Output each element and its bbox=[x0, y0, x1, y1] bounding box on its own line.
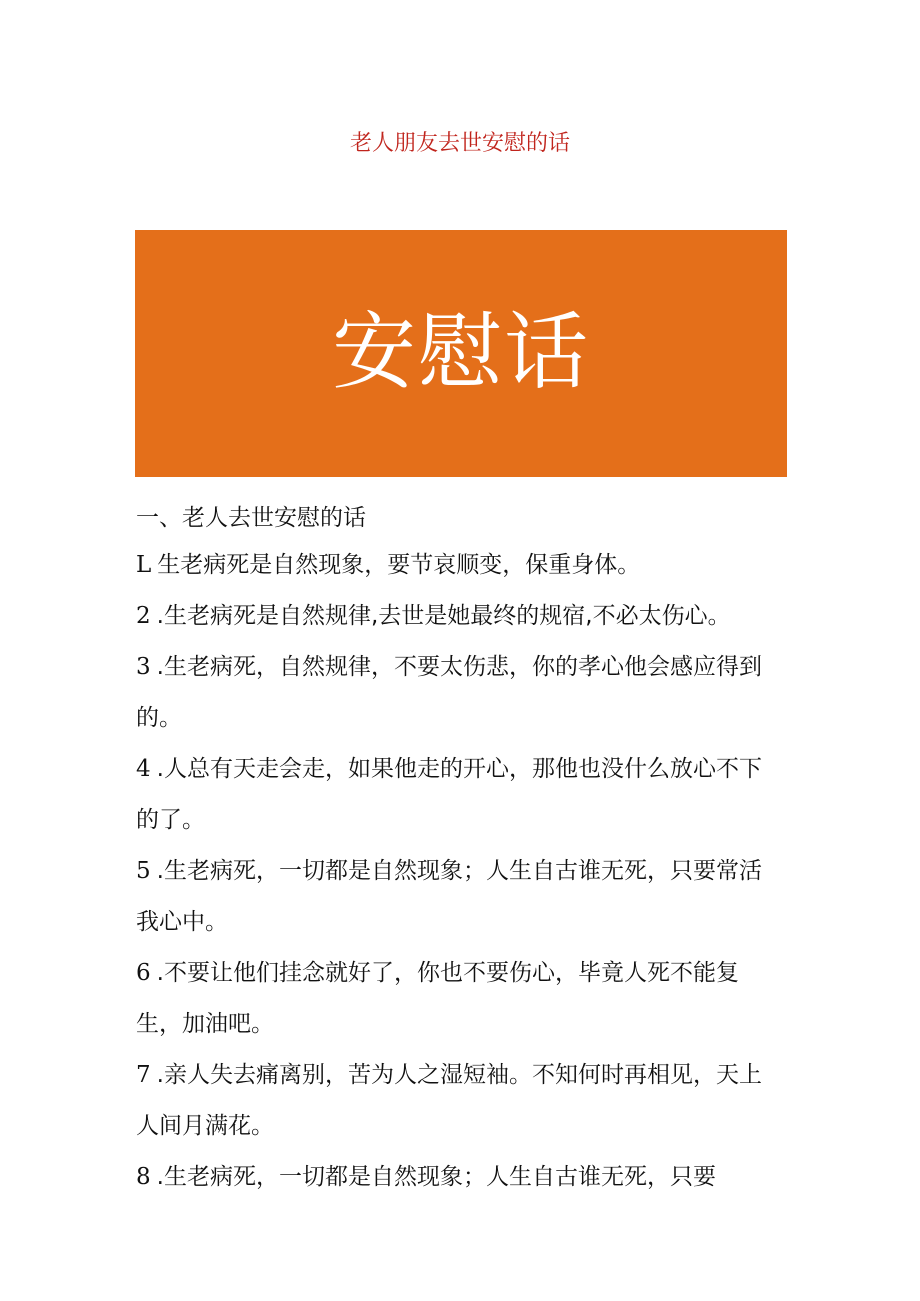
item-number: L bbox=[136, 552, 152, 578]
item-number: 5 bbox=[136, 858, 151, 884]
item-text: .亲人失去痛离别，苦为人之湿短袖。不知何时再相见，天上人间月满花。 bbox=[136, 1062, 762, 1139]
item-text: .生老病死，一切都是自然现象；人生自古谁无死，只要 bbox=[156, 1164, 716, 1190]
item-text: .人总有天走会走，如果他走的开心，那他也没什么放心不下的了。 bbox=[136, 756, 762, 833]
list-item bbox=[136, 1152, 776, 1203]
item-number: 2 bbox=[136, 603, 151, 629]
list-item bbox=[136, 540, 776, 591]
list-item bbox=[136, 948, 776, 1050]
item-number: 3 bbox=[136, 654, 151, 680]
section-heading: 一、老人去世安慰的话 bbox=[136, 505, 366, 531]
item-text: .生老病死，自然规律，不要太伤悲，你的孝心他会感应得到的。 bbox=[136, 654, 762, 731]
item-text: .生老病死是自然规律,去世是她最终的规宿,不必太伤心。 bbox=[156, 603, 731, 629]
item-number: 8 bbox=[136, 1164, 151, 1190]
list-item bbox=[136, 846, 776, 948]
banner-text: 安慰话 bbox=[331, 302, 590, 401]
item-text: 生老病死是自然现象，要节哀顺变，保重身体。 bbox=[157, 552, 641, 578]
banner bbox=[135, 230, 787, 477]
item-number: 4 bbox=[136, 756, 151, 782]
list-item bbox=[136, 591, 776, 642]
item-number: 7 bbox=[136, 1062, 151, 1088]
list-item bbox=[136, 642, 776, 744]
list-item bbox=[136, 744, 776, 846]
item-text: .生老病死，一切都是自然现象；人生自古谁无死，只要常活我心中。 bbox=[136, 858, 762, 935]
item-number: 6 bbox=[136, 960, 151, 986]
list-item bbox=[136, 1050, 776, 1152]
item-text: .不要让他们挂念就好了，你也不要伤心，毕竟人死不能复生，加油吧。 bbox=[136, 960, 739, 1037]
page-title: 老人朋友去世安慰的话 bbox=[349, 131, 570, 156]
document-body bbox=[136, 496, 776, 1203]
